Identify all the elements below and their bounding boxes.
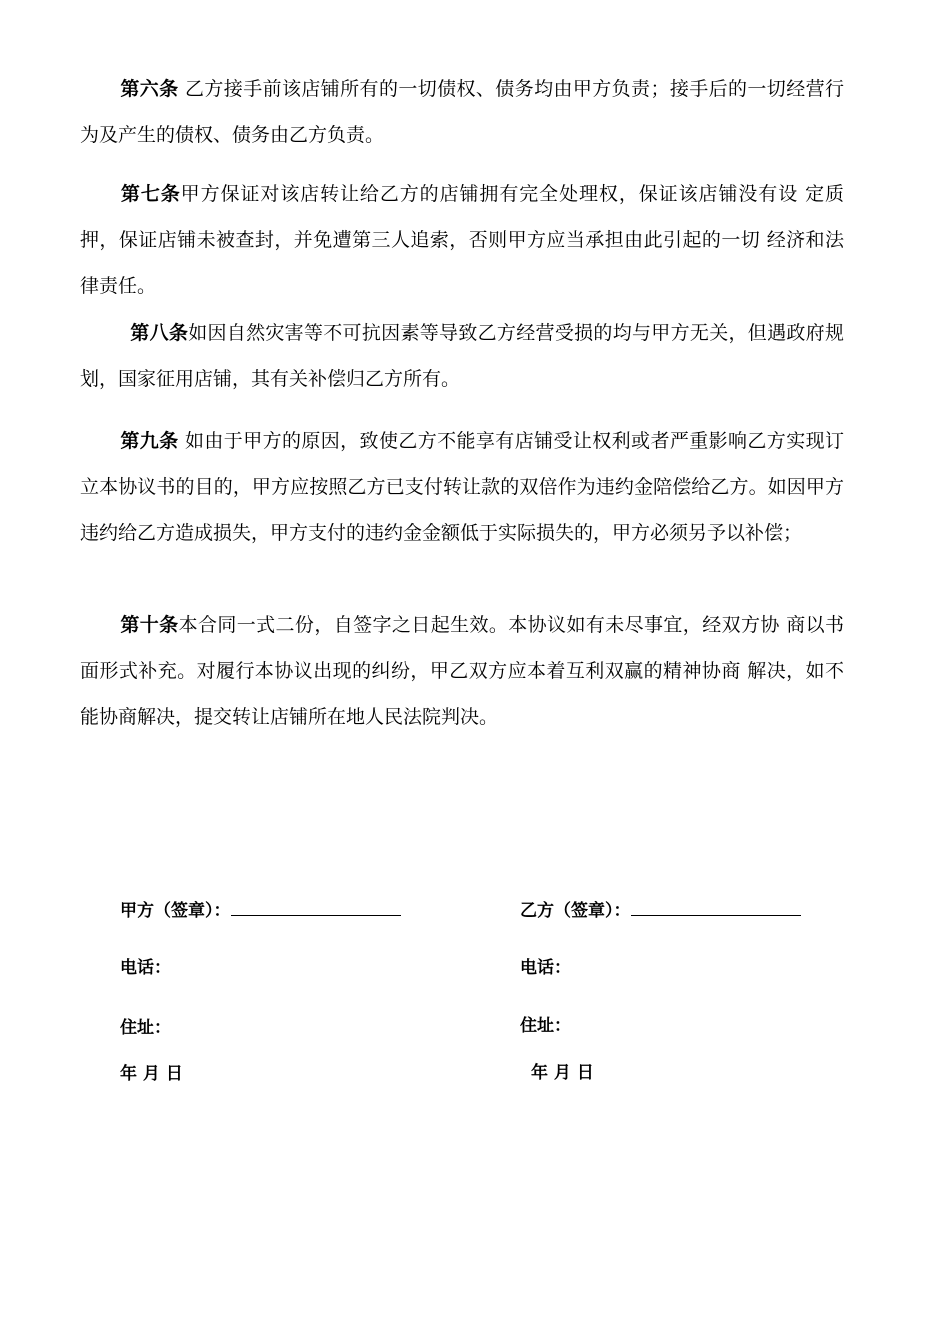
article-7-heading: 第七条 xyxy=(120,183,181,205)
party-b-date-label: 年 月 日 xyxy=(531,1063,594,1083)
article-9-text: 如由于甲方的原因，致使乙方不能享有店铺受让权利或者严重影响乙方实现订立本协议书的目的，甲方应按照乙方已支付转让款的双倍作为违约金陪偿给乙方。如因甲方违约给乙方造成损失，甲方支付的违约金金额低于实际损失的，甲方必须另予以补偿； xyxy=(80,430,844,544)
party-b-signature-label: 乙方（签章）： xyxy=(520,901,631,921)
article-10-text: 本合同一式二份，自签字之日起生效。本协议如有未尽事宜，经双方协 商以书面形式补充。对履行本协议出现的纠纷，甲乙双方应本着互利双赢的精神协商 解决，如不能协商解决，提交转让店铺所在地人民法院判决。 xyxy=(80,614,844,728)
party-a-signature-line[interactable] xyxy=(231,899,401,916)
party-a-address-label: 住址： xyxy=(120,1018,171,1038)
article-9-heading: 第九条 xyxy=(120,430,179,452)
party-a-phone-label: 电话： xyxy=(120,958,171,978)
article-8-heading: 第八条 xyxy=(130,322,189,344)
article-8-text: 如因自然灾害等不可抗因素等导致乙方经营受损的均与甲方无关，但遇政府规划，国家征用店铺，其有关补偿归乙方所有。 xyxy=(80,322,844,390)
party-a-signature-field xyxy=(120,896,401,921)
party-b-signature-line[interactable] xyxy=(631,899,801,916)
article-10-heading: 第十条 xyxy=(120,614,179,636)
party-a-date-label: 年 月 日 xyxy=(120,1064,183,1084)
article-8 xyxy=(80,310,844,402)
article-6 xyxy=(80,66,844,158)
article-10 xyxy=(80,602,844,740)
article-6-heading: 第六条 xyxy=(120,78,179,100)
party-b-signature-field xyxy=(520,896,801,921)
party-a-signature-label: 甲方（签章）： xyxy=(120,901,231,921)
party-b-phone-label: 电话： xyxy=(520,958,571,978)
article-9 xyxy=(80,418,844,556)
article-7-text: 甲方保证对该店转让给乙方的店铺拥有完全处理权，保证该店铺没有设 定质押，保证店铺未被查封，并免遭第三人追索，否则甲方应当承担由此引起的一切 经济和法律责任。 xyxy=(80,183,844,297)
party-b-address-label: 住址： xyxy=(520,1016,571,1036)
article-6-text: 乙方接手前该店铺所有的一切债权、债务均由甲方负责；接手后的一切经营行为及产生的债权、债务由乙方负责。 xyxy=(80,78,844,146)
article-7 xyxy=(80,171,844,309)
